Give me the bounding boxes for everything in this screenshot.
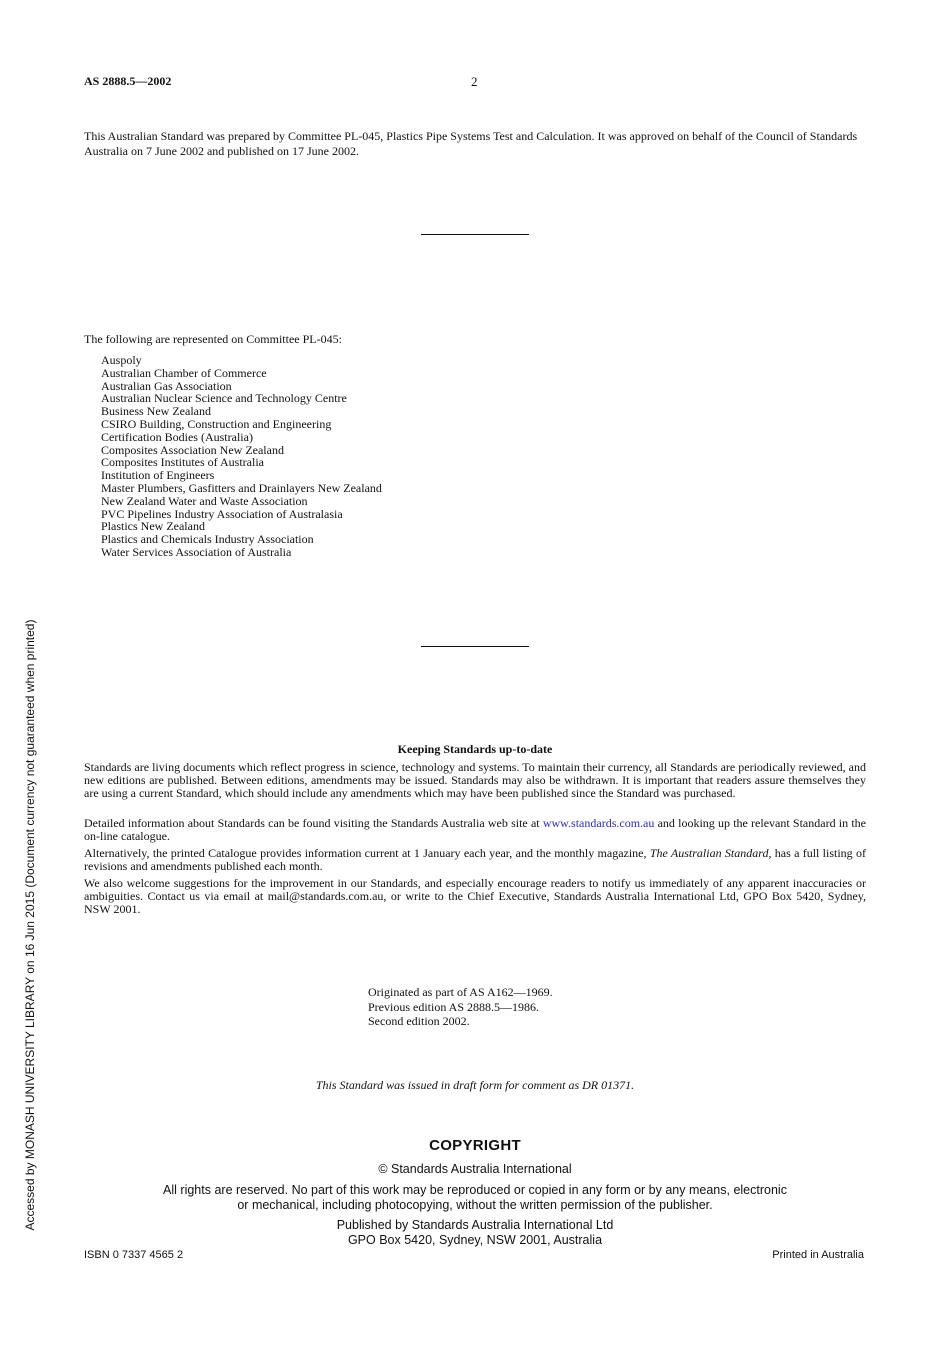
copyright-heading: COPYRIGHT xyxy=(429,1137,521,1154)
keeping-paragraph-3 xyxy=(84,847,866,873)
keeping-paragraph-3-text: Alternatively, the printed Catalogue provides information current at 1 January each year, and the monthly magazine, xyxy=(84,846,650,860)
publisher-line: Published by Standards Australia International Ltd xyxy=(336,1218,614,1232)
edition-history xyxy=(368,985,553,1029)
history-line: Previous edition AS 2888.5—1986. xyxy=(368,999,540,1014)
access-watermark: Accessed by MONASH UNIVERSITY LIBRARY on 16 Jun 2015 (Document currency not guaranteed when printed) xyxy=(23,619,37,1231)
standard-number: AS 2888.5—2002 xyxy=(84,74,172,88)
committee-member-list xyxy=(101,354,382,559)
isbn: ISBN 0 7337 4565 2 xyxy=(84,1249,184,1261)
committee-member: Certification Bodies (Australia) xyxy=(101,429,253,444)
committee-member: Business New Zealand xyxy=(101,404,211,419)
page-number: 2 xyxy=(471,74,478,89)
keeping-paragraph-1: Standards are living documents which reflect progress in science, technology and systems. To maintain their currency, all Standards are periodically reviewed, and new editions are published. Between editions, amendments may be issued. Standards may also be withdrawn. It is important that readers assure themselves they are using a current Standard, which should include any amendments which may have been published since the Standard was purchased. xyxy=(84,760,866,800)
copyright-rights xyxy=(84,1183,866,1213)
committee-member: Water Services Association of Australia xyxy=(101,544,292,559)
keeping-up-to-date-heading: Keeping Standards up-to-date xyxy=(397,742,553,756)
committee-intro: The following are represented on Committee PL-045: xyxy=(84,332,342,346)
rights-line: All rights are reserved. No part of this work may be reproduced or copied in any form or by any means, electronic xyxy=(163,1183,787,1197)
committee-member: Australian Nuclear Science and Technology Centre xyxy=(101,391,347,406)
keeping-paragraph-2-text: Detailed information about Standards can be found visiting the Standards Australia web site at xyxy=(84,816,543,830)
committee-member: New Zealand Water and Waste Association xyxy=(101,493,308,508)
committee-member: Composites Institutes of Australia xyxy=(101,455,264,470)
preparation-note: This Australian Standard was prepared by Committee PL-045, Plastics Pipe Systems Test and Calculation. It was approved on behalf of the Council of Standards Australia on 7 June 2002 and published on 17 June 2002. xyxy=(84,129,858,158)
committee-member: PVC Pipelines Industry Association of Australasia xyxy=(101,506,343,521)
committee-member: Master Plumbers, Gasfitters and Drainlayers New Zealand xyxy=(101,480,382,495)
committee-member: Australian Chamber of Commerce xyxy=(101,365,267,380)
keeping-paragraph-2 xyxy=(84,817,866,843)
committee-member: CSIRO Building, Construction and Engineering xyxy=(101,416,332,431)
printed-in: Printed in Australia xyxy=(772,1249,864,1261)
publisher-info xyxy=(84,1218,866,1248)
keeping-paragraph-3-text-end: , has a full listing of revisions and amendments published each month. xyxy=(84,846,866,873)
standards-website-link[interactable]: www.standards.com.au xyxy=(542,816,655,830)
draft-note: This Standard was issued in draft form for comment as DR 01371. xyxy=(315,1078,635,1092)
keeping-paragraph-2-text-end: and looking up the relevant Standard in the on-line catalogue. xyxy=(84,816,866,843)
publisher-line: GPO Box 5420, Sydney, NSW 2001, Australia xyxy=(347,1233,603,1247)
committee-member: Plastics and Chemicals Industry Association xyxy=(101,532,314,547)
history-line: Second edition 2002. xyxy=(368,1014,470,1028)
rights-line: or mechanical, including photocopying, without the written permission of the publisher. xyxy=(237,1198,713,1212)
history-line: Originated as part of AS A162—1969. xyxy=(368,985,553,999)
committee-member: Plastics New Zealand xyxy=(101,519,205,534)
section-divider xyxy=(421,234,529,235)
committee-member: Institution of Engineers xyxy=(101,468,215,483)
committee-member: Composites Association New Zealand xyxy=(101,442,284,457)
committee-member: Auspoly xyxy=(101,353,142,367)
committee-member: Australian Gas Association xyxy=(101,378,232,393)
copyright-holder: © Standards Australia International xyxy=(378,1162,572,1176)
magazine-title: The Australian Standard xyxy=(649,846,769,860)
section-divider xyxy=(421,646,529,647)
keeping-paragraph-4: We also welcome suggestions for the improvement in our Standards, and especially encourage readers to notify us immediately of any apparent inaccuracies or ambiguities. Contact us via email at mail@standards.com.au, or write to the Chief Executive, Standards Australia International Ltd, GPO Box 5420, Sydney, NSW 2001. xyxy=(84,876,866,916)
